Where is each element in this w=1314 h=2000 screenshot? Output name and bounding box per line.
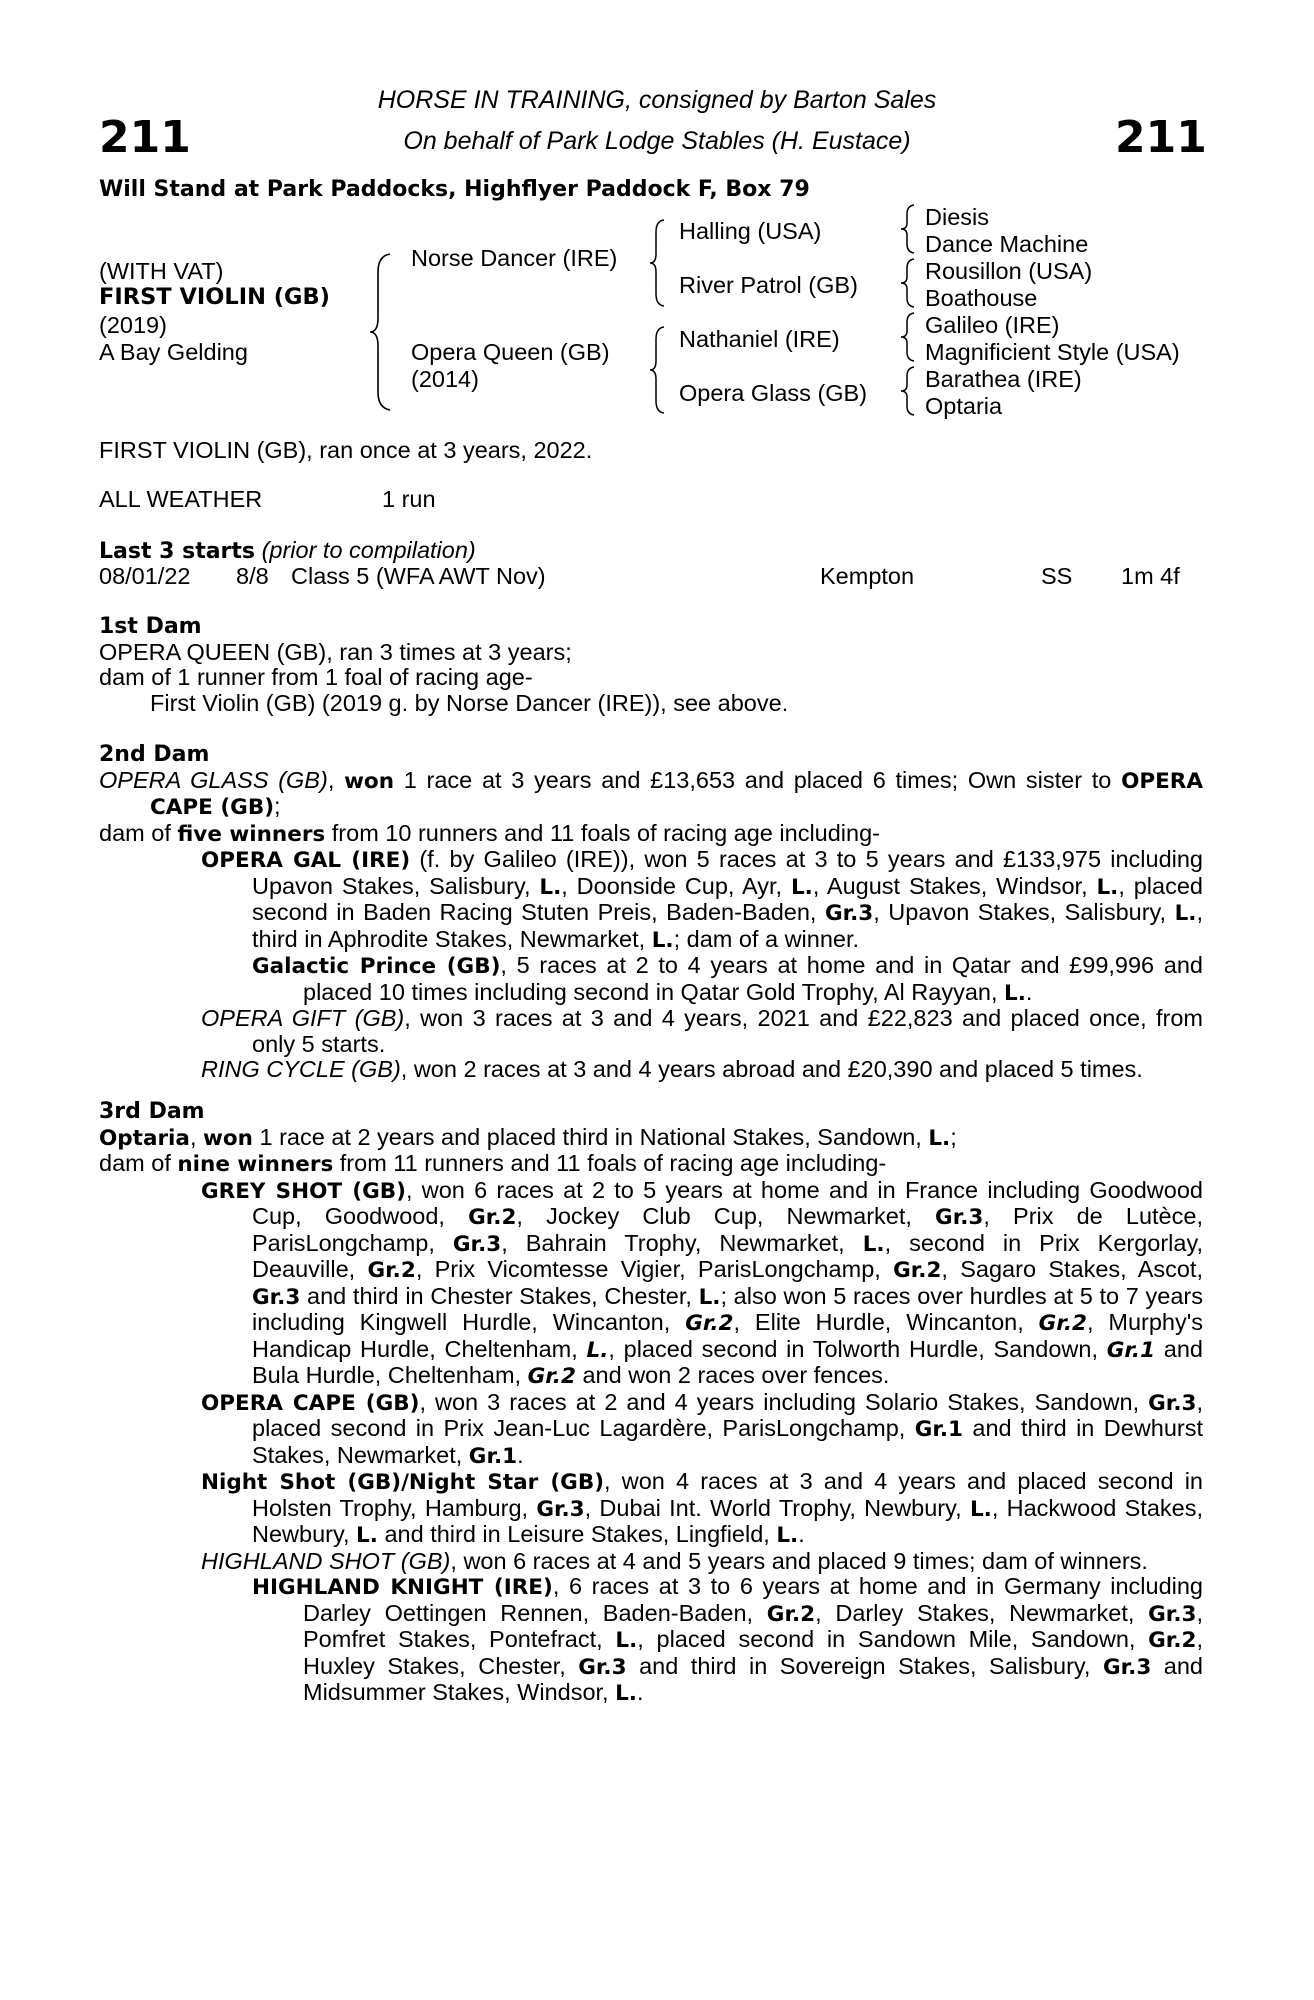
start-going: SS bbox=[1041, 563, 1073, 589]
lot-number-right: 211 bbox=[1115, 112, 1207, 163]
horse-description: A Bay Gelding bbox=[99, 339, 248, 365]
night-shot-entry: Night Shot (GB)/Night Star (GB), won 4 races at 3 and 4 years and placed second in Holsten Trophy, Hamburg, Gr.3, Dubai Int. World Trophy, Newbury, L., Hackwood Stakes, Newbury, L. and third in Leisure Stakes, Lingfield, L.. bbox=[201, 1468, 1203, 1548]
pedigree-dam-year: (2014) bbox=[411, 366, 479, 392]
last-starts-heading: Last 3 starts (prior to compilation) bbox=[99, 537, 476, 564]
pedigree-brace-sire bbox=[648, 218, 668, 308]
pedigree-dam-dam: Opera Glass (GB) bbox=[679, 380, 868, 406]
opera-gal-entry: OPERA GAL (IRE) (f. by Galileo (IRE)), won 5 races at 3 to 5 years and £133,975 including Upavon Stakes, Salisbury, L., Doonside Cup, Ayr, L., August Stakes, Windsor, L., placed second in Baden Racing Stuten Preis, Baden-Baden, Gr.3, Upavon Stakes, Salisbury, L., third in Aphrodite Stakes, Newmarket, L.; dam of a winner. bbox=[201, 846, 1203, 953]
third-dam-record: Optaria, won 1 race at 2 years and placed third in National Stakes, Sandown, L.; bbox=[99, 1123, 957, 1151]
start-position: 8/8 bbox=[236, 563, 269, 589]
pedigree-brace-dam bbox=[648, 325, 668, 415]
pedigree-g5: Galileo (IRE) bbox=[925, 312, 1060, 338]
start-date: 08/01/22 bbox=[99, 563, 191, 589]
ring-cycle-entry: RING CYCLE (GB), won 2 races at 3 and 4 years abroad and £20,390 and placed 5 times. bbox=[201, 1056, 1143, 1082]
first-dam-section bbox=[99, 614, 1203, 716]
pedigree-sire-sire: Halling (USA) bbox=[679, 218, 822, 244]
race-summary: FIRST VIOLIN (GB), ran once at 3 years, 2022. bbox=[99, 437, 593, 463]
horse-name: FIRST VIOLIN (GB) bbox=[99, 284, 330, 310]
pedigree-brace-g3 bbox=[898, 311, 918, 363]
opera-cape-entry: OPERA CAPE (GB), won 3 races at 2 and 4 years including Solario Stakes, Sandown, Gr.3, placed second in Prix Jean-Luc Lagardère, ParisLongchamp, Gr.1 and third in Dewhurst Stakes, Newmarket, Gr.1. bbox=[201, 1388, 1203, 1469]
start-distance: 1m 4f bbox=[1121, 563, 1180, 589]
vendor-line: On behalf of Park Lodge Stables (H. Eustace) bbox=[403, 127, 911, 155]
pedigree-brace-main bbox=[368, 252, 398, 412]
last-starts-note: (prior to compilation) bbox=[261, 537, 476, 563]
pedigree-sire: Norse Dancer (IRE) bbox=[411, 245, 618, 271]
vat-note: (WITH VAT) bbox=[99, 258, 224, 284]
pedigree-g2: Dance Machine bbox=[925, 231, 1089, 257]
first-dam-heading: 1st Dam bbox=[99, 614, 202, 639]
pedigree-brace-g2 bbox=[898, 257, 918, 309]
pedigree-g4: Boathouse bbox=[925, 285, 1038, 311]
second-dam-produce: dam of five winners from 10 runners and 11 foals of racing age including- bbox=[99, 819, 880, 847]
third-dam-heading: 3rd Dam bbox=[99, 1099, 205, 1124]
pedigree-dam: Opera Queen (GB) bbox=[411, 339, 610, 365]
start-race: Class 5 (WFA AWT Nov) bbox=[291, 563, 546, 589]
second-dam-heading: 2nd Dam bbox=[99, 742, 210, 767]
pedigree-g1: Diesis bbox=[925, 204, 989, 230]
stand-location: Will Stand at Park Paddocks, Highflyer Paddock F, Box 79 bbox=[99, 177, 810, 202]
third-dam-section bbox=[99, 1099, 1203, 1707]
highland-knight-entry: HIGHLAND KNIGHT (IRE), 6 races at 3 to 6 years at home and in Germany including Darley Oettingen Rennen, Baden-Baden, Gr.2, Darley Stakes, Newmarket, Gr.3, Pomfret Stakes, Pontefract, L., placed second in Sandown Mile, Sandown, Gr.2, Huxley Stakes, Chester, Gr.3 and third in Sovereign Stakes, Salisbury, Gr.3 and Midsummer Stakes, Windsor, L.. bbox=[252, 1573, 1204, 1706]
first-dam-line3: First Violin (GB) (2019 g. by Norse Dancer (IRE)), see above. bbox=[150, 689, 789, 716]
third-dam-produce: dam of nine winners from 11 runners and 11 foals of racing age including- bbox=[99, 1150, 887, 1177]
second-dam-record: OPERA GLASS (GB), won 1 race at 3 years and £13,653 and placed 6 times; Own sister to OPERA CAPE (GB); bbox=[99, 766, 1203, 820]
pedigree-g8: Optaria bbox=[925, 393, 1003, 419]
lot-number-left: 211 bbox=[99, 112, 191, 163]
pedigree-g3: Rousillon (USA) bbox=[925, 258, 1093, 284]
highland-shot-entry: HIGHLAND SHOT (GB), won 6 races at 4 and 5 years and placed 9 times; dam of winners. bbox=[201, 1547, 1148, 1574]
surface-runs: 1 run bbox=[382, 486, 436, 512]
horse-year: (2019) bbox=[99, 312, 167, 338]
start-course: Kempton bbox=[820, 563, 915, 589]
pedigree-g7: Barathea (IRE) bbox=[925, 366, 1082, 392]
pedigree-brace-g1 bbox=[898, 203, 918, 255]
surface-label: ALL WEATHER bbox=[99, 486, 263, 512]
first-dam-line2: dam of 1 runner from 1 foal of racing age- bbox=[99, 664, 533, 690]
pedigree-brace-g4 bbox=[898, 365, 918, 417]
pedigree-g6: Magnificient Style (USA) bbox=[925, 339, 1180, 365]
pedigree-dam-sire: Nathaniel (IRE) bbox=[679, 326, 840, 352]
galactic-prince-entry: Galactic Prince (GB), 5 races at 2 to 4 years at home and in Qatar and £99,996 and placed 10 times including second in Qatar Gold Trophy, Al Rayyan, L.. bbox=[252, 952, 1203, 1006]
first-dam-line1: OPERA QUEEN (GB), ran 3 times at 3 years; bbox=[99, 638, 572, 665]
consignment-line: HORSE IN TRAINING, consigned by Barton Sales bbox=[377, 86, 937, 114]
grey-shot-entry: GREY SHOT (GB), won 6 races at 2 to 5 years at home and in France including Goodwood Cup, Goodwood, Gr.2, Jockey Club Cup, Newmarket, Gr.3, Prix de Lutèce, ParisLongchamp, Gr.3, Bahrain Trophy, Newmarket, L., second in Prix Kergorlay, Deauville, Gr.2, Prix Vicomtesse Vigier, ParisLongchamp, Gr.2, Sagaro Stakes, Ascot, Gr.3 and third in Chester Stakes, Chester, L.; also won 5 races over hurdles at 5 to 7 years including Kingwell Hurdle, Wincanton, Gr.2, Elite Hurdle, Wincanton, Gr.2, Murphy's Handicap Hurdle, Cheltenham, L., placed second in Tolworth Hurdle, Sandown, Gr.1 and Bula Hurdle, Cheltenham, Gr.2 and won 2 races over fences. bbox=[201, 1176, 1204, 1389]
opera-gift-entry: OPERA GIFT (GB), won 3 races at 3 and 4 years, 2021 and £22,823 and placed once, from only 5 starts. bbox=[201, 1005, 1203, 1057]
pedigree-sire-dam: River Patrol (GB) bbox=[679, 272, 858, 298]
second-dam-section bbox=[99, 742, 1203, 1083]
